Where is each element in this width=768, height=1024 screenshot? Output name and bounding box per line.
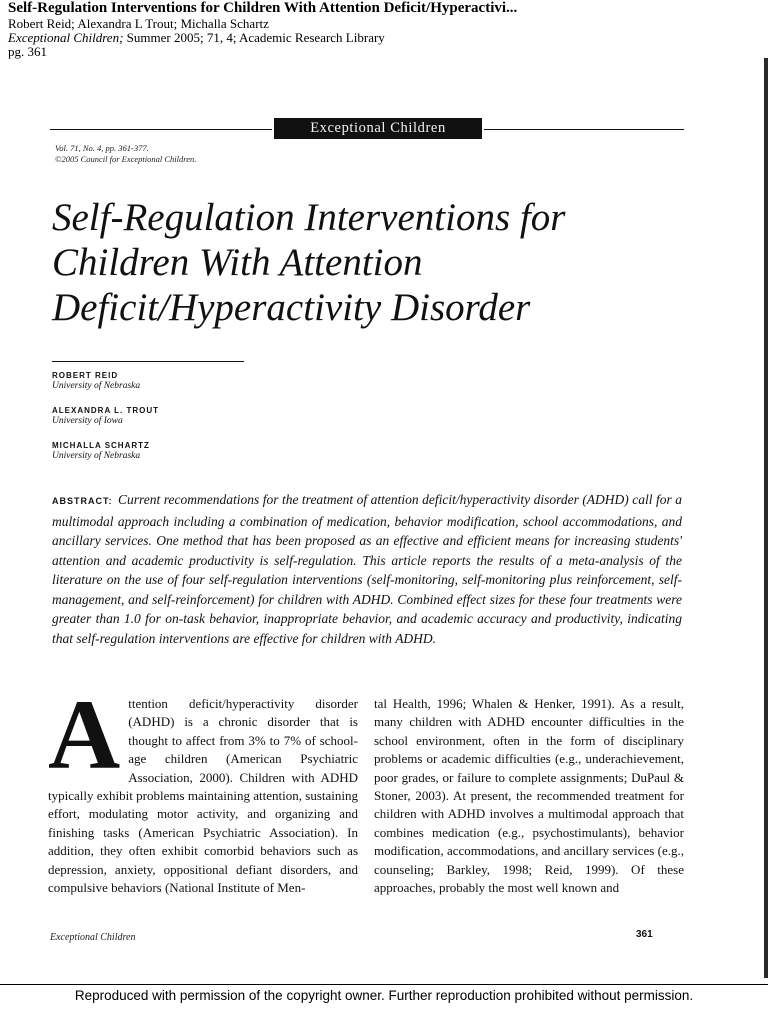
author-block (52, 405, 159, 427)
citation-page: pg. 361 (8, 44, 47, 59)
author-block (52, 440, 150, 462)
body-text-left: ttention deficit/hyperactivity disorder (ADHD) is a chronic disorder that is thought to affect from 3% to 7% of school-age children (American Psychiatric Association, 2000). Children with ADHD typically exhibit problems maintaining attention, sustaining effort, modulating motor activity, and organizing and finishing tasks (American Psychiatric Association). In addition, they often exhibit comorbid behaviors such as depression, anxiety, oppositional defiant disorders, and compulsive behaviors (National Institute of Men- (48, 696, 358, 896)
author-name: ALEXANDRA L. TROUT (52, 406, 160, 415)
body-text-right: tal Health, 1996; Whalen & Henker, 1991). As a result, many children with ADHD encounter difficulties in the school environment, often in the form of disciplinary problems or academic difficulties (e.g., underachievement, poor grades, or failure to complete assignments; DuPaul & Stoner, 2003). At present, the recommended treatment for children with ADHD involves a multimodal approach that combines medication (e.g., psychostimulants), behavior modification, accommodations, and ancillary services (e.g., counseling; Barkley, 1998; Reid, 1999). Of these approaches, probably the most well known and (374, 696, 684, 896)
author-affiliation: University of Iowa (52, 416, 123, 426)
abstract (52, 490, 682, 648)
article-title: Self-Regulation Interventions for Children With Attention Deficit/Hyperactivity Disorder (52, 196, 566, 329)
permission-notice: Reproduced with permission of the copyright owner. Further reproduction prohibited without permission. (74, 988, 694, 1003)
masthead-rule-right (484, 129, 684, 130)
permission-rule (0, 984, 768, 985)
scan-edge (764, 58, 768, 978)
author-block (52, 370, 140, 392)
footer-journal-name: Exceptional Children (50, 932, 136, 943)
citation-journal-line (8, 31, 748, 45)
masthead-rule-left (50, 129, 272, 130)
body-column-right (374, 695, 684, 897)
volume-info (55, 143, 196, 165)
citation-journal: Exceptional Children; (8, 30, 124, 45)
author-name: ROBERT REID (52, 371, 119, 380)
copyright-line: ©2005 Council for Exceptional Children. (55, 154, 197, 164)
citation-journal-details: Summer 2005; 71, 4; Academic Research Library (123, 30, 385, 45)
abstract-label: ABSTRACT: (52, 496, 113, 506)
volume-line: Vol. 71, No. 4, pp. 361-377. (55, 143, 149, 153)
footer-page-number: 361 (636, 929, 653, 940)
body-column-left (48, 679, 358, 897)
author-affiliation: University of Nebraska (52, 451, 141, 461)
author-affiliation: University of Nebraska (52, 381, 141, 391)
author-name: MICHALLA SCHARTZ (52, 441, 150, 450)
journal-masthead: Exceptional Children (274, 118, 482, 139)
citation-title: Self-Regulation Interventions for Children With Attention Deficit/Hyperactivi... (8, 0, 518, 16)
citation-authors: Robert Reid; Alexandra L Trout; Michalla Schartz (8, 16, 269, 31)
title-rule (52, 361, 244, 362)
abstract-text: Current recommendations for the treatment of attention deficit/hyperactivity disorder (ADHD) call for a multimodal approach including a combination of medication, behavior modification, school accommodations, and ancillary services. One method that has been proposed as an effective and efficient means for increasing students' attention and academic productivity is self-regulation. This article reports the results of a meta-analysis of the literature on the use of four self-regulation interventions (self-monitoring, self-monitoring plus reinforcement, self-management, and self-reinforcement) for children with ADHD. Combined effect sizes for these four treatments were greater than 1.0 for on-task behavior, inappropriate behavior, and academic accuracy and productivity, indicating that self-regulation interventions are effective for children with ADHD. (52, 492, 683, 646)
citation-header (8, 0, 748, 59)
drop-cap: A (48, 679, 121, 790)
